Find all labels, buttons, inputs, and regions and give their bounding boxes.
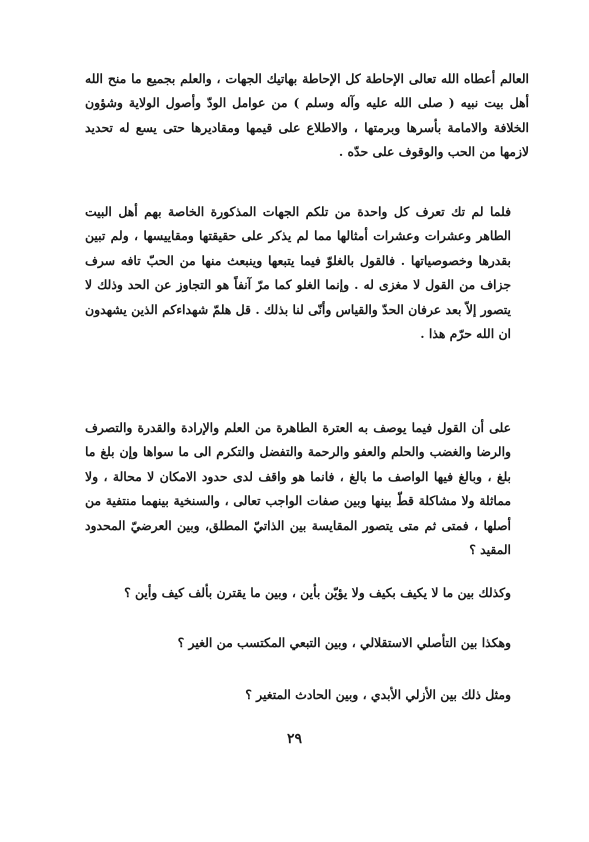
paragraph-6: ومثل ذلك بين الأزلي الأبدي ، وبين الحادث المتغير ؟: [245, 687, 511, 702]
paragraph-2: فلما لم تك تعرف كل واحدة من تلكم الجهات المذكورة الخاصة بهم أهل البيت الطاهر وعشرات وعشرات أمثالها مما لم يذكر على حقيقتها ومقاييسها ، ولم تبين بقدرها وخصوصياتها . فالقول بالغلوّ فيما يتبعها وينبعث منها من الحبّ تافه سرف جزاف من القول لا مغزى له . وإنما الغلو كما مرّ آنفاً هو التجاوز عن الحد وذلك لا يتصور إلاّ بعد عرفان الحدّ والقياس وأنّى لنا بذلك . قل هلمّ شهداءكم الذين يشهدون ان الله حرّم هذا .: [85, 204, 511, 342]
paragraph-3: على أن القول فيما يوصف به العترة الطاهرة من العلم والإرادة والقدرة والتصرف والرضا والغضب والحلم والعفو والرحمة والتفضل والتكرم الى ما سواها وإن بلغ ما بلغ ، وبالغ فيها الواصف ما بالغ ، فانما هو واقف لدى حدود الامكان لا محالة ، ولا مماثلة ولا مشاكلة قطّ بينها وبين صفات الواجب تعالى ، والسنخية بينهما منتفية من أصلها ، فمتى ثم متى يتصور المقايسة بين الذاتيّ المطلق، وبين العرضيّ المحدود المقيد ؟: [85, 420, 511, 558]
paragraph-1: العالم أعطاه الله تعالى الإحاطة كل الإحاطة بهاتيك الجهات ، والعلم بجميع ما منح الله أهل بيت نبيه ( صلى الله عليه وآله وسلم ) من عوامل الودّ وأصول الولاية وشؤون الخلافة والامامة بأسرها وبرمتها ، والاطلاع على قيمها ومقاديرها حتى يسع له تحديد لازمها من الحب والوقوف على حدّه .: [85, 71, 529, 160]
paragraph-4: وكذلك بين ما لا يكيف بكيف ولا يؤيّن بأين ، وبين ما يقترن بألف كيف وأين ؟: [124, 585, 511, 600]
page-number: ٢٩: [286, 731, 303, 747]
paragraph-5: وهكذا بين التأصلي الاستقلالي ، وبين التبعي المكتسب من الغير ؟: [177, 635, 511, 650]
